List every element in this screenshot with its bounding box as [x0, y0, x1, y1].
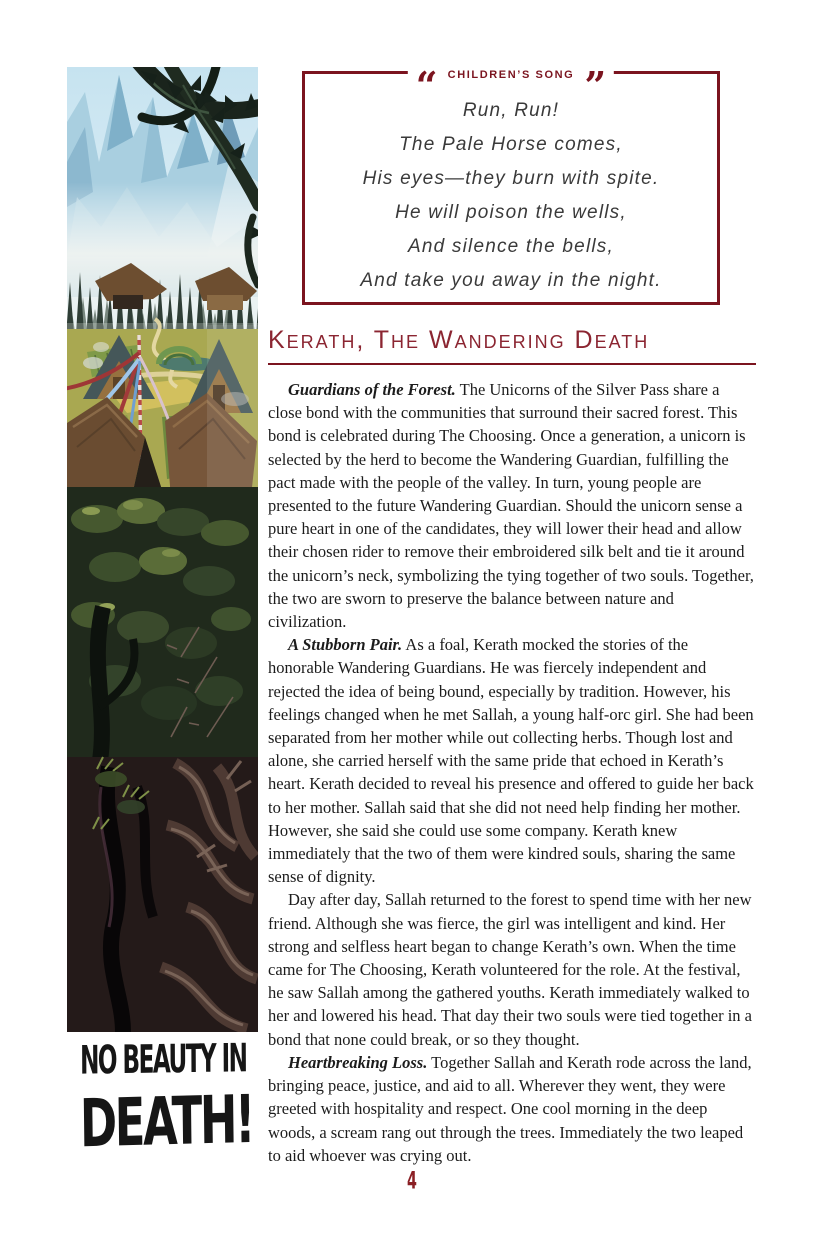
paragraph [268, 888, 756, 1050]
poem-line: And take you away in the night. [360, 270, 662, 291]
quote-box-header: “ CHILDREN’S SONG ” [408, 57, 614, 91]
poem [305, 74, 717, 298]
paragraph [268, 633, 756, 888]
forest-village-illustration [67, 67, 258, 1032]
section-heading: Kerath, The Wandering Death [268, 326, 756, 365]
poem-line: The Pale Horse comes, [399, 134, 623, 155]
paragraph-lead: Heartbreaking Loss. [288, 1052, 428, 1072]
childrens-song-box [302, 63, 720, 305]
paragraph-lead: A Stubborn Pair. [288, 635, 403, 655]
poem-line: His eyes—they burn with spite. [362, 168, 660, 189]
paragraph-text: As a foal, Kerath mocked the stories of the honorable Wandering Guardians. He was fiercely independent and rejected the idea of being bound, especially by tradition. However, his feelings changed when he met Sallah, a young half-orc girl. She had been separated from her mother while out collecting herbs. Though lost and alone, she carried herself with the same pride that echoed in Kerath’s heart. Kerath decided to reveal his presence and offered to guide her back to her mother. Sallah said that she did not need help finding her mother. However, she said she could use some company. Kerath knew immediately that the two of them were kindred souls, sharing the same sense of dignity. [268, 635, 754, 887]
paragraph-text: Together Sallah and Kerath rode across the land, bringing peace, justice, and aid to all. Wherever they went, they were greeted with hospitality and respect. One cool morning in the deep woods, a scream rang out through the trees. Immediately the two leaped to aid whoever was crying out. [268, 1052, 752, 1165]
main-content [268, 326, 756, 1167]
root-tangle [67, 757, 258, 1032]
tagline [60, 1034, 260, 1163]
paragraph [268, 1051, 756, 1167]
poem-line: And silence the bells, [408, 236, 614, 257]
page-number: 4 [407, 1167, 417, 1195]
tagline-line-1: NO BEAUTY IN [79, 1034, 247, 1084]
paragraph-text: Day after day, Sallah returned to the forest to spend time with her new friend. Although she was fierce, the girl was intelligent and kind. Her strong and selfless heart began to change Kerath’s own. When the time came for The Choosing, Kerath volunteered for the role. At the festival, he saw Sallah among the gathered youths. Kerath immediately walked to her and lowered his head. That day their two souls were tied together in a bond that none could break, or so they thought. [268, 890, 753, 1049]
painting-svg [67, 67, 258, 1032]
paragraph-text: The Unicorns of the Silver Pass share a close bond with the communities that surround their sacred forest. This bond is celebrated during The Choosing. Once a generation, a unicorn is selected by the herd to become the Wandering Guardian, fulfilling the pact made with the people of the valley. In turn, young people are presented to the future Wandering Guardian. Should the unicorn sense a pure heart in one of the candidates, they will lower their head and allow their chosen rider to remove their embroidered silk belt and tie it around the unicorn’s neck, symbolizing the tying together of two souls. Together, the two are sworn to preserve the balance between nature and civilization. [268, 380, 754, 632]
tagline-line-2: DEATH! [79, 1081, 254, 1163]
paragraph-lead: Guardians of the Forest. [288, 380, 456, 399]
poem-line: Run, Run! [462, 100, 560, 121]
quote-box-label: CHILDREN’S SONG [447, 69, 575, 81]
dark-forest [67, 487, 258, 787]
poem-line: He will poison the wells, [395, 202, 627, 223]
paragraph [268, 378, 756, 633]
